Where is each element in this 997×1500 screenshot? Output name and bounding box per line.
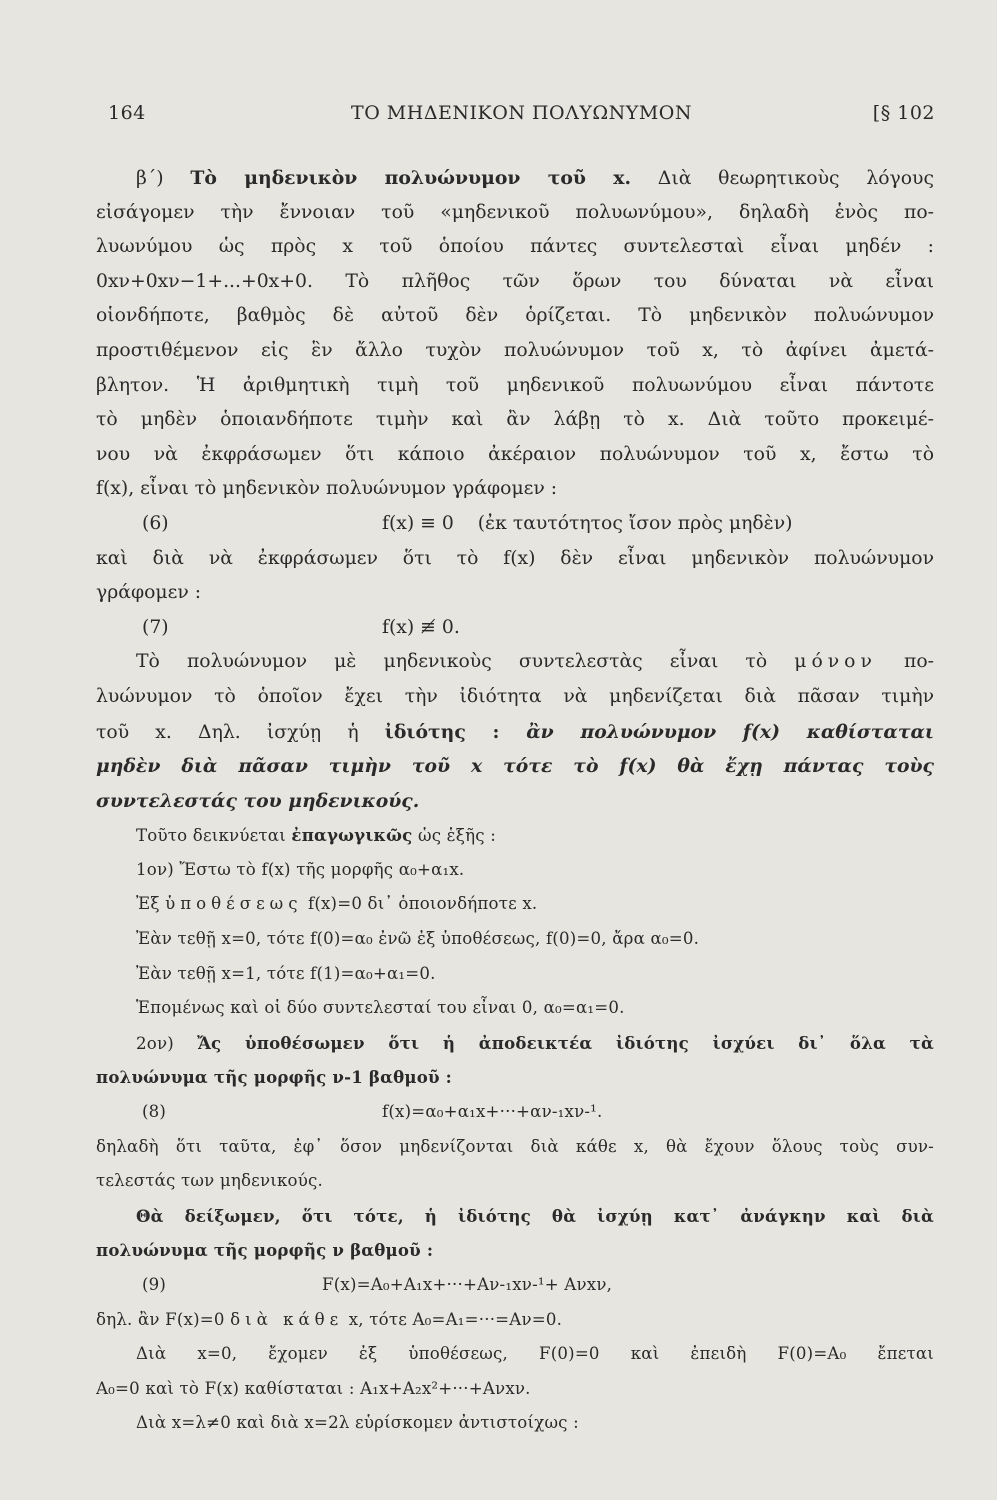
p1-line-2: εἰσάγομεν τὴν ἔννοιαν τοῦ «μηδενικοῦ πολυωνύμου», δηλαδὴ ἑνὸς πο- [96,201,934,223]
proof-line-5: Ἐὰν τεθῇ x=1, τότε f(1)=α₀+α₁=0. [136,963,436,983]
equation-number: (7) [142,616,169,638]
proof-line-2: 1ον) Ἔστω τὸ f(x) τῆς μορφῆς α₀+α₁x. [136,859,465,879]
p6-line-2: Διὰ x=0, ἔχομεν ἐξ ὑποθέσεως, F(0)=0 καὶ ἐπειδὴ F(0)=A₀ ἔπεται [136,1344,934,1364]
page-header [108,102,935,132]
p1-line-5: οἱονδήποτε, βαθμὸς δὲ αὐτοῦ δὲν ὁρίζεται. Τὸ μηδενικὸν πολυώνυμον [96,305,934,327]
hypothesis-text: Ἄς ὑποθέσωμεν ὅτι ἡ ἀποδεικτέα ἰδιότης ἰσχύει δι᾽ ὅλα τὰ [197,1032,934,1053]
running-title: ΤΟ ΜΗΔΕΝΙΚΟΝ ΠΟΛΥΩΝΥΜΟΝ [351,102,692,124]
p1-line-4: 0xν+0xν−1+...+0x+0. Τὸ πλῆθος τῶν ὅρων του δύναται νὰ εἶναι [96,270,934,292]
proof-line-4: Ἐὰν τεθῇ x=0, τότε f(0)=α₀ ἐνῶ ἐξ ὑποθέσεως, f(0)=0, ἄρα α₀=0. [136,929,700,949]
equation-7 [96,611,934,646]
inductively-label: ἐπαγωγικῶς [291,825,413,846]
equation-8 [96,1095,934,1130]
p1-line-10: f(x), εἶναι τὸ μηδενικὸν πολυώνυμον γράφομεν : [96,478,558,500]
p5-line-2: πολυώνυμα τῆς μορφῆς ν βαθμοῦ : [96,1240,434,1261]
p3-line-1: Τὸ πολυώνυμον μὲ μηδενικοὺς συντελεστὰς εἶναι τὸ μόνον πο- [136,651,934,673]
equation-9 [96,1268,934,1303]
proof-line-8: πολυώνυμα τῆς μορφῆς ν-1 βαθμοῦ : [96,1067,453,1088]
p1-line-7: βλητον. Ἡ ἀριθμητικὴ τιμὴ τοῦ μηδενικοῦ πολυωνύμου εἶναι πάντοτε [96,374,934,396]
equation-note: (ἐκ ταυτότητος ἴσον πρὸς μηδὲν) [477,512,793,534]
equation-number: (9) [142,1275,167,1294]
p2-line-1: καὶ διὰ νὰ ἐκφράσωμεν ὅτι τὸ f(x) δὲν εἶναι μηδενικὸν πολυώνυμον [96,547,934,569]
p6-line-4: Διὰ x=λ≠0 καὶ διὰ x=2λ εὑρίσκομεν ἀντιστοίχως : [136,1413,579,1433]
equation-6 [96,507,934,542]
spaced-emphasis: ὑποθέσεως [165,894,303,914]
p6-line-3: A₀=0 καὶ τὸ F(x) καθίσταται : A₁x+A₂x²+···+Aνxν. [96,1378,531,1398]
theorem-text: μηδὲν διὰ πᾶσαν τιμὴν τοῦ x τότε τὸ f(x) θὰ ἔχῃ πάντας τοὺς [96,755,934,778]
p1-line-3: λυωνύμου ὡς πρὸς x τοῦ ὁποίου πάντες συντελεσταὶ εἶναι μηδέν : [96,236,934,258]
p5-line-1: Θὰ δείξωμεν, ὅτι τότε, ἡ ἰδιότης θὰ ἰσχύῃ κατ᾽ ἀνάγκην καὶ διὰ [136,1205,934,1226]
subsection-title: Τὸ μηδενικὸν πολυώνυμον τοῦ x. [190,167,631,189]
equation-number: (6) [142,512,169,534]
spaced-emphasis: διὰ κάθε [230,1309,344,1329]
p1-line-8: τὸ μηδὲν ὁποιανδήποτε τιμὴν καὶ ἂν λάβῃ τὸ x. Διὰ τοῦτο προκειμέ- [96,409,934,431]
p3-line-2: λυώνυμον τὸ ὁποῖον ἔχει τὴν ἰδιότητα νὰ μηδενίζεται διὰ πᾶσαν τιμὴν [96,685,934,707]
p3-line-3: τοῦ x. Δηλ. ἰσχύῃ ἡ ἰδιότης : ἂν πολυώνυμον f(x) καθίσταται [96,720,934,743]
spaced-emphasis: μόνον [794,651,877,673]
p6-line-1: δηλ. ἂν F(x)=0 διὰ κάθε x, τότε A₀=A₁=···=Aν=0. [96,1309,563,1329]
page-body [96,161,934,1441]
equation-expression: f(x)=α₀+α₁x+···+αν-₁xν-¹. [382,1102,603,1122]
p1-line-9: νου νὰ ἐκφράσωμεν ὅτι κάποιο ἀκέραιον πολυώνυμον τοῦ x, ἔστω τὸ [96,443,934,465]
proof-line-1: Τοῦτο δεικνύεται ἐπαγωγικῶς ὡς ἑξῆς : [136,825,497,846]
equation-number: (8) [142,1102,167,1122]
equation-expression: F(x)=A₀+A₁x+···+Aν-₁xν-¹+ Aνxν, [322,1275,613,1294]
p4-line-1: δηλαδὴ ὅτι ταῦτα, ἐφ᾽ ὅσον μηδενίζονται διὰ κάθε x, θὰ ἔχουν ὅλους τοὺς συν- [96,1136,934,1156]
p2-line-2: γράφομεν : [96,582,202,604]
proof-line-6: Ἑπομένως καὶ οἱ δύο συντελεσταί του εἶναι 0, α₀=α₁=0. [136,998,625,1018]
p1-line-6: προστιθέμενον εἰς ἓν ἄλλο τυχὸν πολυώνυμον τοῦ x, τὸ ἀφίνει ἀμετά- [96,339,934,361]
section-number: [§ 102 [872,102,935,124]
proof-line-3: Ἐξ ὑποθέσεως f(x)=0 δι᾽ ὁποιονδήποτε x. [136,894,538,914]
p4-line-2: τελεστάς των μηδενικούς. [96,1171,323,1191]
equation-expression: f(x) ≡ 0 [382,512,454,534]
equation-expression: f(x) ≢ 0. [382,616,460,638]
proof-line-7: 2ον) Ἄς ὑποθέσωμεν ὅτι ἡ ἀποδεικτέα ἰδιότης ἰσχύει δι᾽ ὅλα τὰ [136,1032,934,1053]
p1-line-1: β΄) Τὸ μηδενικὸν πολυώνυμον τοῦ x. Διὰ θεωρητικοὺς λόγους [136,167,934,189]
page-number: 164 [108,102,146,124]
theorem-text-end: συντελεστάς του μηδενικούς. [96,789,420,812]
property-label: ἰδιότης : [384,720,500,743]
theorem-text-start: ἂν πολυώνυμον f(x) καθίσταται [499,720,934,743]
